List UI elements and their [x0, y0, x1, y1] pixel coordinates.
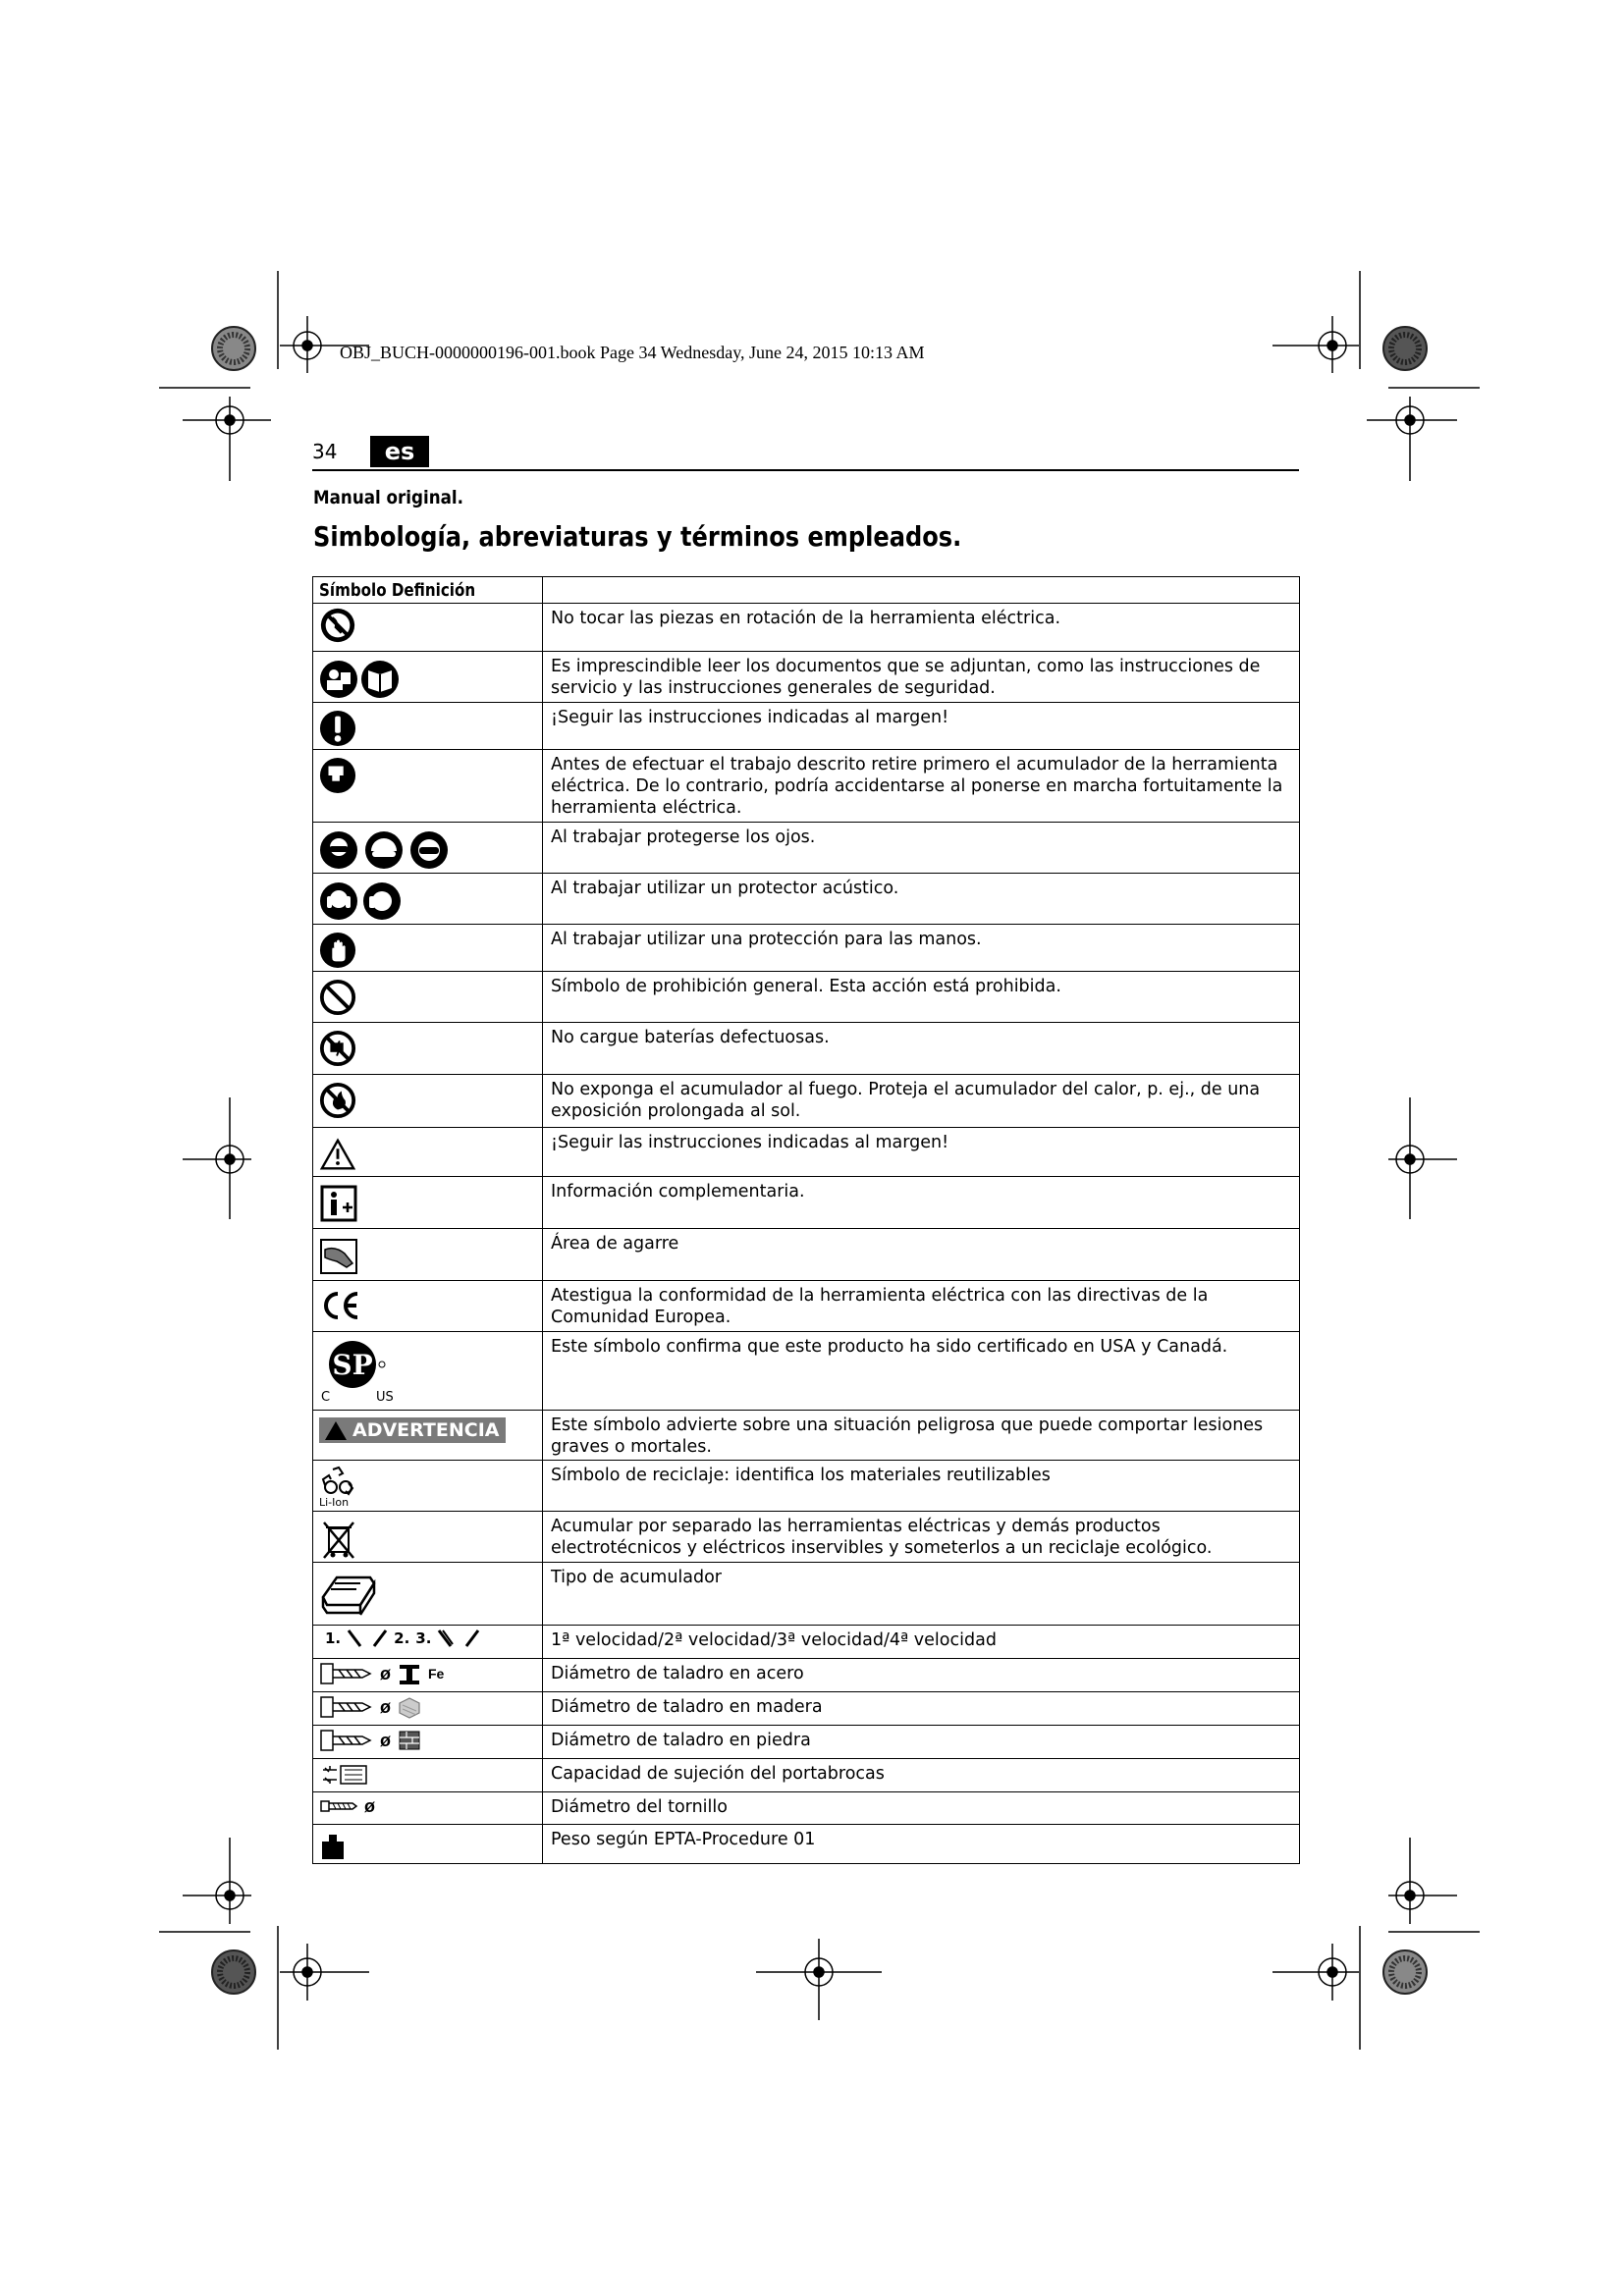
table-row — [313, 750, 1300, 823]
read-documents-icon — [319, 659, 402, 700]
diameter-symbol: ø — [380, 1730, 391, 1750]
table-row — [313, 925, 1300, 972]
warning-triangle-icon — [319, 1137, 356, 1172]
no-touch-rotating-icon — [319, 607, 356, 644]
battery-type-icon — [319, 1570, 378, 1623]
definition-cell: Es imprescindible leer los documentos que se adjuntan, como las instrucciones de servicio y las instrucciones generales de seguridad. — [543, 652, 1300, 703]
registration-target-right-lower — [1388, 1838, 1457, 1924]
table-row — [313, 652, 1300, 703]
table-row — [313, 1659, 1300, 1692]
definition-cell: Este símbolo advierte sobre una situación peligrosa que puede comportar lesiones graves o mortales. — [543, 1411, 1300, 1461]
definition-cell: ¡Seguir las instrucciones indicadas al margen! — [543, 703, 1300, 750]
definition-cell: Símbolo de prohibición general. Esta acción está prohibida. — [543, 972, 1300, 1023]
chuck-capacity-icon — [319, 1762, 374, 1788]
fe-label: Fe — [428, 1666, 445, 1682]
remove-battery-icon — [319, 757, 356, 794]
color-wheel-top-left — [212, 327, 255, 370]
info-icon — [319, 1184, 358, 1223]
eye-protection-icon — [319, 829, 449, 871]
speed-3-label: 3. — [415, 1629, 432, 1647]
definition-cell: Al trabajar utilizar una protección para las manos. — [543, 925, 1300, 972]
definition-cell: 1ª velocidad/2ª velocidad/3ª velocidad/4ª velocidad — [543, 1626, 1300, 1659]
table-row — [313, 1461, 1300, 1512]
definition-cell: Diámetro de taladro en acero — [543, 1659, 1300, 1692]
definition-cell: ¡Seguir las instrucciones indicadas al margen! — [543, 1128, 1300, 1177]
table-row — [313, 823, 1300, 874]
definition-cell: Acumular por separado las herramientas eléctricas y demás productos electrotécnicos y eléctricos inservibles y someterlos a un reciclaje ecológico. — [543, 1512, 1300, 1563]
table-row — [313, 1792, 1300, 1825]
subtitle: Manual original. — [313, 487, 463, 508]
no-charge-defective-icon — [319, 1030, 356, 1067]
warning-triangle-icon — [325, 1421, 347, 1440]
speed-3-icon — [437, 1629, 455, 1648]
definition-cell: Este símbolo confirma que este producto ha sido certificado en USA y Canadá. — [543, 1332, 1300, 1411]
speed-2-label: 2. — [394, 1629, 410, 1647]
table-row — [313, 1512, 1300, 1563]
color-wheel-bottom-right — [1383, 1950, 1427, 1994]
definition-cell: Diámetro del tornillo — [543, 1792, 1300, 1825]
definition-cell: Tipo de acumulador — [543, 1563, 1300, 1626]
table-row — [313, 1825, 1300, 1864]
definition-cell: Símbolo de reciclaje: identifica los materiales reutilizables — [543, 1461, 1300, 1512]
page-number: 34 — [312, 440, 338, 463]
table-row — [313, 1563, 1300, 1626]
table-row — [313, 1726, 1300, 1759]
definition-cell: Antes de efectuar el trabajo descrito retire primero el acumulador de la herramienta eléctrica. De lo contrario, podría accidentarse al ponerse en marcha fortuitamente la herramienta eléctrica. — [543, 750, 1300, 823]
table-row — [313, 1229, 1300, 1281]
definition-cell: Diámetro de taladro en madera — [543, 1692, 1300, 1726]
exclamation-icon — [319, 710, 356, 747]
table-row — [313, 972, 1300, 1023]
page-title: Simbología, abreviaturas y términos empleados. — [313, 520, 962, 553]
ce-mark-icon — [319, 1288, 362, 1323]
speed-1-label: 1. — [325, 1629, 342, 1647]
speed-2-icon — [370, 1629, 388, 1648]
registration-target-top-right — [1272, 316, 1359, 373]
definition-cell: Peso según EPTA-Procedure 01 — [543, 1825, 1300, 1864]
definition-cell: No tocar las piezas en rotación de la herramienta eléctrica. — [543, 604, 1300, 652]
table-row — [313, 1128, 1300, 1177]
definition-cell: Información complementaria. — [543, 1177, 1300, 1229]
header-rule — [312, 469, 1299, 471]
stone-material-icon — [397, 1729, 422, 1752]
table-row — [313, 1759, 1300, 1792]
color-wheel-top-right — [1383, 327, 1427, 370]
table-header-row — [313, 577, 1300, 604]
color-wheel-bottom-left — [212, 1950, 255, 1994]
book-info-slug: OBJ_BUCH-0000000196-001.book Page 34 Wednesday, June 24, 2015 10:13 AM — [340, 343, 925, 362]
table-row — [313, 604, 1300, 652]
prohibition-icon — [319, 979, 356, 1016]
advertencia-label: ADVERTENCIA — [352, 1419, 500, 1441]
definition-cell: Área de agarre — [543, 1229, 1300, 1281]
weight-icon — [319, 1832, 349, 1861]
csa-c-label: C — [321, 1390, 331, 1405]
diameter-symbol: ø — [380, 1663, 391, 1683]
table-row — [313, 1281, 1300, 1332]
registration-target-left-middle — [183, 1097, 251, 1219]
definition-cell: No exponga el acumulador al fuego. Proteja el acumulador del calor, p. ej., de una exposición prolongada al sol. — [543, 1075, 1300, 1128]
csa-mark-icon — [323, 1337, 392, 1394]
registration-target-right-middle — [1388, 1097, 1457, 1219]
hand-protection-icon — [319, 932, 356, 969]
table-row — [313, 1411, 1300, 1461]
speed-1-icon — [347, 1629, 364, 1648]
svg-text:SP: SP — [332, 1349, 373, 1381]
registration-target-bottom-right — [1272, 1944, 1359, 2001]
definition-cell: No cargue baterías defectuosas. — [543, 1023, 1300, 1075]
weee-bin-icon — [319, 1519, 358, 1560]
speed-4-icon — [460, 1629, 480, 1648]
table-header: Símbolo Definición — [319, 580, 476, 601]
drill-wood-icon — [319, 1695, 374, 1719]
diameter-symbol: ø — [364, 1795, 375, 1816]
grip-area-icon — [319, 1238, 358, 1275]
drill-stone-icon — [319, 1729, 374, 1752]
diameter-symbol: ø — [380, 1696, 391, 1717]
registration-target-right-upper — [1367, 397, 1457, 481]
table-row — [313, 874, 1300, 925]
table-row — [313, 1177, 1300, 1229]
table-row — [313, 1075, 1300, 1128]
symbols-table — [312, 576, 1300, 1864]
ear-protection-icon — [319, 881, 404, 922]
table-row — [313, 1692, 1300, 1726]
csa-us-label: US — [376, 1390, 394, 1405]
definition-cell: Diámetro de taladro en piedra — [543, 1726, 1300, 1759]
table-row — [313, 1023, 1300, 1075]
registration-target-bottom-center — [756, 1939, 882, 2020]
recycle-li-ion-icon — [319, 1466, 358, 1497]
advertencia-icon — [319, 1417, 506, 1443]
definition-cell: Al trabajar utilizar un protector acústico. — [543, 874, 1300, 925]
table-row — [313, 1626, 1300, 1659]
table-row — [313, 703, 1300, 750]
language-badge: es — [370, 436, 429, 467]
definition-cell: Capacidad de sujeción del portabrocas — [543, 1759, 1300, 1792]
table-row — [313, 1332, 1300, 1411]
registration-target-left-upper — [183, 397, 271, 481]
definition-cell: Atestigua la conformidad de la herramienta eléctrica con las directivas de la Comunidad Europea. — [543, 1281, 1300, 1332]
no-fire-icon — [319, 1082, 356, 1119]
drill-steel-icon — [319, 1662, 374, 1685]
steel-material-icon — [397, 1662, 422, 1685]
screw-diameter-icon — [319, 1795, 358, 1817]
li-ion-label: Li-Ion — [319, 1496, 350, 1509]
wood-material-icon — [397, 1695, 422, 1719]
registration-target-bottom-left — [280, 1944, 369, 2001]
registration-target-left-lower — [183, 1838, 251, 1924]
definition-cell: Al trabajar protegerse los ojos. — [543, 823, 1300, 874]
